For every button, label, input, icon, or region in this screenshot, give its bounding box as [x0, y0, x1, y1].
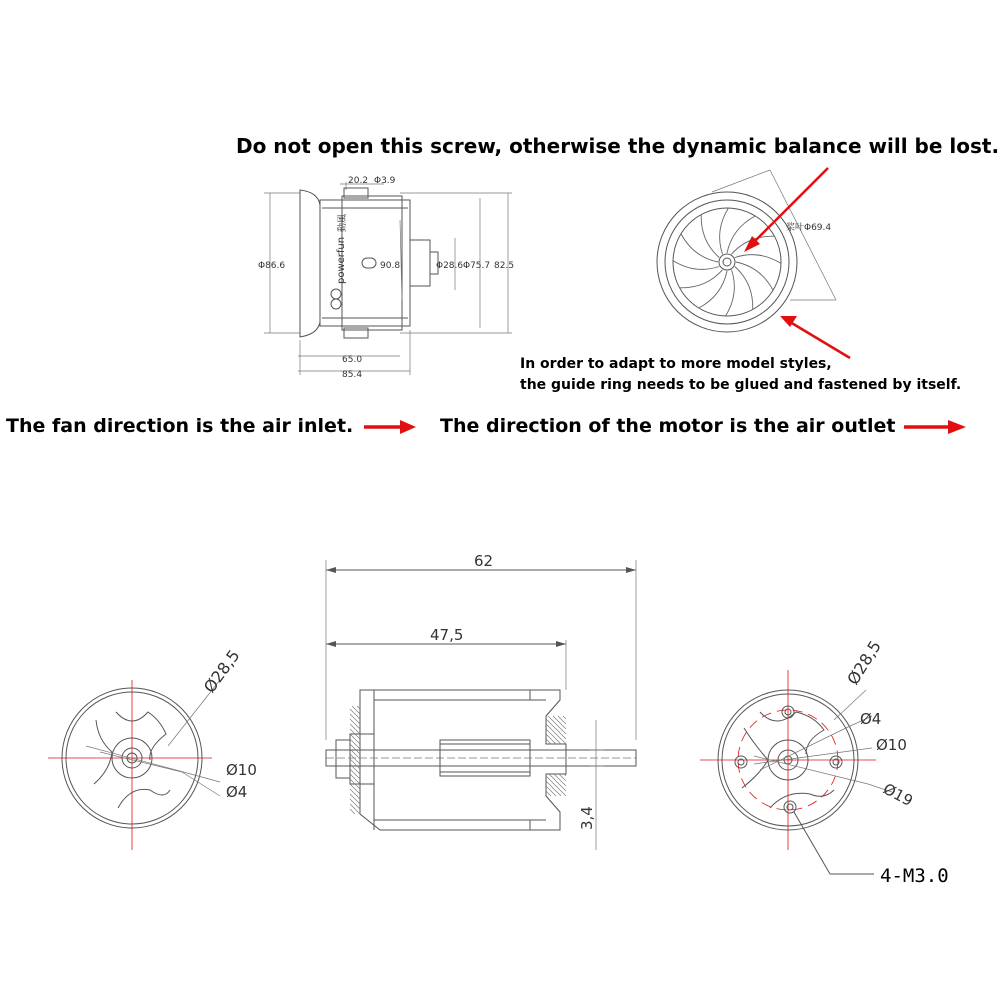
- right-dim-pcd: Ø19: [880, 779, 916, 811]
- hatch-line: [350, 714, 360, 724]
- dim-body-length-47: 47,5: [430, 626, 464, 644]
- fan-blade: [701, 215, 719, 258]
- screw-spec-label: 4-M3.0: [880, 865, 949, 887]
- fan-blade: [735, 255, 781, 264]
- hatch-line: [563, 716, 566, 719]
- hatch-line: [546, 734, 556, 744]
- fan-blade: [736, 262, 773, 290]
- dim-body-length: 65.0: [342, 355, 363, 365]
- brand-cn-label: 動風: [338, 213, 348, 232]
- screw-pointer-arrow-icon: [744, 168, 828, 252]
- fan-blade: [720, 208, 729, 254]
- left-dim-inner: Ø4: [226, 783, 248, 801]
- hatch-line: [350, 789, 360, 799]
- hatch-line: [350, 769, 360, 779]
- screw-warning-text: Do not open this screw, otherwise the dynamic balance will be lost.: [236, 134, 1000, 158]
- fan-blade: [673, 261, 719, 270]
- hatch-line: [352, 706, 360, 714]
- dim-shaft-3-4: 3,4: [578, 806, 596, 830]
- hatch-line: [350, 759, 360, 769]
- left-dim-mid: Ø10: [226, 761, 257, 779]
- motor-direction-text: The direction of the motor is the air outlet: [440, 415, 896, 437]
- fan-blade: [726, 270, 735, 316]
- hatch-line: [350, 744, 360, 754]
- guide-ring-note-line2: the guide ring needs to be glued and fastened by itself.: [520, 377, 962, 393]
- right-dim-hole: Ø4: [860, 710, 882, 728]
- hatch-line: [350, 774, 360, 784]
- rotor-diameter-label: 桨叶Φ69.4: [786, 223, 832, 233]
- hatch-line: [546, 724, 566, 744]
- hatch-line: [350, 784, 360, 794]
- hatch-line: [549, 774, 566, 791]
- hatch-line: [558, 716, 566, 724]
- fan-blade: [681, 234, 718, 262]
- hatch-line: [350, 794, 360, 804]
- fan-blade: [735, 267, 753, 310]
- fan-side-view: [258, 176, 514, 380]
- hatch-line: [546, 719, 566, 739]
- guide-ring-pointer-arrow-icon: [780, 316, 850, 358]
- motor-right-end-view: [700, 637, 949, 887]
- guide-ring-note-line1: In order to adapt to more model styles,: [520, 356, 832, 372]
- hatch-line: [350, 739, 360, 749]
- hatch-line: [548, 716, 566, 734]
- left-dim-outer: Ø28,5: [199, 646, 244, 697]
- hatch-line: [546, 739, 551, 744]
- dim-motor-diameter: Φ28.6: [436, 261, 464, 271]
- hatch-line: [350, 719, 360, 729]
- outlet-arrow-icon: [904, 420, 966, 434]
- hatch-line: [350, 734, 360, 744]
- hatch-line: [546, 786, 556, 796]
- dim-inner: 90.8: [380, 261, 401, 271]
- dim-offset: 20.2: [348, 176, 369, 186]
- dim-total-length-62: 62: [474, 552, 494, 570]
- inlet-arrow-icon: [364, 420, 416, 434]
- screw-hole-right: [830, 756, 842, 768]
- motor-side-section: [326, 552, 636, 850]
- dim-outer-diameter: Φ86.6: [258, 261, 286, 271]
- hatch-line: [350, 724, 360, 734]
- hatch-line: [546, 791, 551, 796]
- screw-hole-bottom: [784, 801, 796, 813]
- hatch-line: [554, 774, 566, 786]
- hatch-line: [350, 804, 360, 814]
- screw-hole-left: [735, 756, 747, 768]
- right-dim-outer: Ø28,5: [843, 637, 885, 689]
- dim-total-length: 85.4: [342, 370, 363, 380]
- hatch-line: [350, 809, 355, 814]
- motor-left-end-view: [48, 646, 257, 850]
- hatch-line: [553, 716, 566, 729]
- hatch-line: [350, 754, 360, 764]
- dim-hub-diameter: Φ3.9: [374, 176, 396, 186]
- fan-blade: [680, 270, 723, 288]
- hatch-line: [350, 709, 360, 719]
- fan-blade: [699, 271, 727, 308]
- brand-label: powerfun: [336, 236, 347, 284]
- fan-direction-text: The fan direction is the air inlet.: [6, 415, 354, 437]
- right-dim-mid: Ø10: [876, 736, 907, 754]
- fan-front-view: [657, 170, 836, 332]
- dim-body-diameter: Φ75.7: [463, 261, 491, 271]
- dim-height: 82.5: [494, 261, 515, 271]
- hatch-line: [350, 799, 360, 809]
- hatch-line: [546, 776, 566, 796]
